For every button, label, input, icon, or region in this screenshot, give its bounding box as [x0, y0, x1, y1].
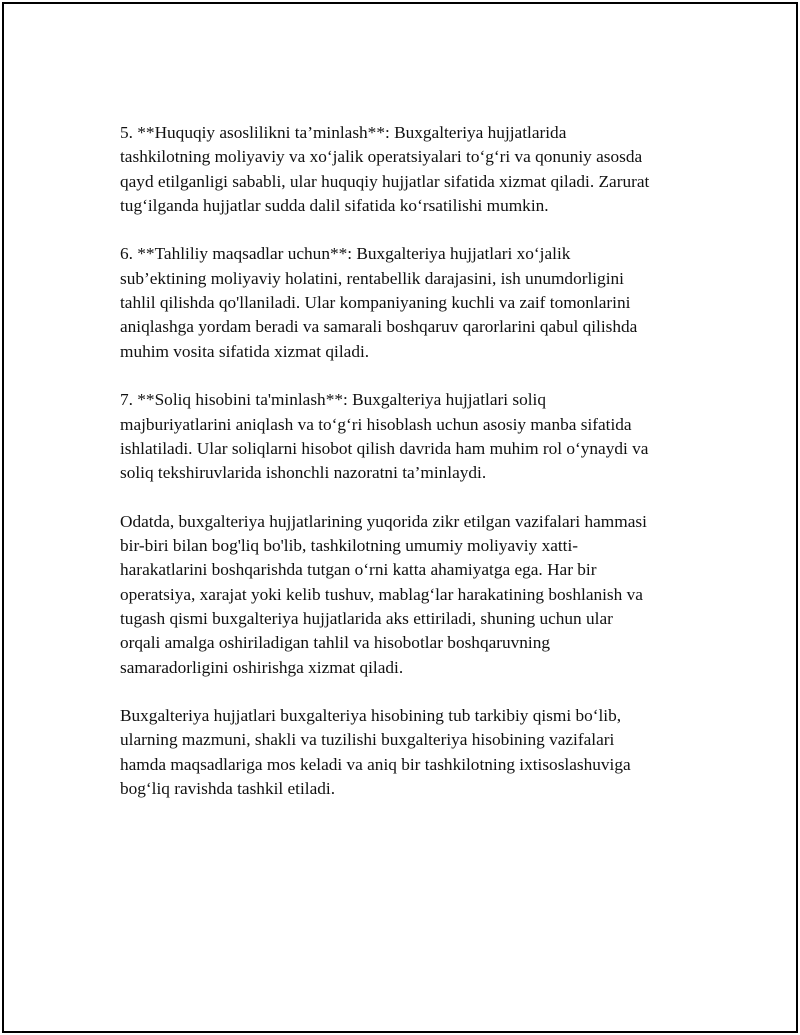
text-line: hamda maqsadlariga mos keladi va aniq bir tashkilotning ixtisoslashuviga — [120, 754, 631, 774]
page-frame — [2, 2, 798, 1033]
text-line: ularning mazmuni, shakli va tuzilishi buxgalteriya hisobining vazifalari — [120, 730, 615, 750]
text-line: soliq tekshiruvlarida ishonchli nazoratni ta’minlaydi. — [120, 463, 487, 483]
paragraph-analytical-purposes — [120, 242, 700, 363]
text-line: operatsiya, xarajat yoki kelib tushuv, mablag‘lar harakatining boshlanish va — [120, 584, 643, 604]
paragraph-summary — [120, 510, 700, 680]
text-line: harakatlarini boshqarishda tutgan o‘rni katta ahamiyatga ega. Har bir — [120, 560, 597, 580]
text-line: sub’ektining moliyaviy holatini, rentabellik darajasini, ish unumdorligini — [120, 268, 624, 288]
text-line: 7. **Soliq hisobini ta'minlash**: Buxgalteriya hujjatlari soliq — [120, 390, 546, 410]
text-line: 5. **Huquqiy asoslilikni ta’minlash**: Buxgalteriya hujjatlarida — [120, 123, 567, 142]
text-line: tashkilotning moliyaviy va xo‘jalik operatsiyalari to‘g‘ri va qonuniy asosda — [120, 147, 643, 167]
text-line: tahlil qilishda qo'llaniladi. Ular kompaniyaning kuchli va zaif tomonlarini — [120, 293, 631, 313]
text-line: bog‘liq ravishda tashkil etiladi. — [120, 779, 336, 799]
text-line: Buxgalteriya hujjatlari buxgalteriya hisobining tub tarkibiy qismi bo‘lib, — [120, 706, 622, 726]
text-line: 6. **Tahliliy maqsadlar uchun**: Buxgalteriya hujjatlari xo‘jalik — [120, 244, 571, 264]
document-body — [120, 121, 700, 826]
paragraph-legal-basis — [120, 121, 700, 218]
text-line: ishlatiladi. Ular soliqlarni hisobot qilish davrida ham muhim rol o‘ynaydi va — [120, 438, 649, 458]
text-line: Odatda, buxgalteriya hujjatlarining yuqorida zikr etilgan vazifalari hammasi — [120, 511, 647, 531]
text-line: tug‘ilganda hujjatlar sudda dalil sifatida ko‘rsatilishi mumkin. — [120, 195, 549, 215]
text-line: samaradorligini oshirishga xizmat qiladi. — [120, 657, 404, 677]
paragraph-tax-accounting — [120, 388, 700, 485]
text-line: bir-biri bilan bog'liq bo'lib, tashkilotning umumiy moliyaviy xatti- — [120, 536, 579, 556]
text-line: majburiyatlarini aniqlash va to‘g‘ri hisoblash uchun asosiy manba sifatida — [120, 414, 632, 434]
text-line: muhim vosita sifatida xizmat qiladi. — [120, 341, 370, 361]
text-line: orqali amalga oshiriladigan tahlil va hisobotlar boshqaruvning — [120, 633, 551, 653]
paragraph-conclusion — [120, 704, 700, 801]
text-line: tugash qismi buxgalteriya hujjatlarida aks ettiriladi, shuning uchun ular — [120, 608, 613, 628]
text-line: qayd etilganligi sababli, ular huquqiy hujjatlar sifatida xizmat qiladi. Zarurat — [120, 171, 650, 191]
text-line: aniqlashga yordam beradi va samarali boshqaruv qarorlarini qabul qilishda — [120, 317, 638, 337]
